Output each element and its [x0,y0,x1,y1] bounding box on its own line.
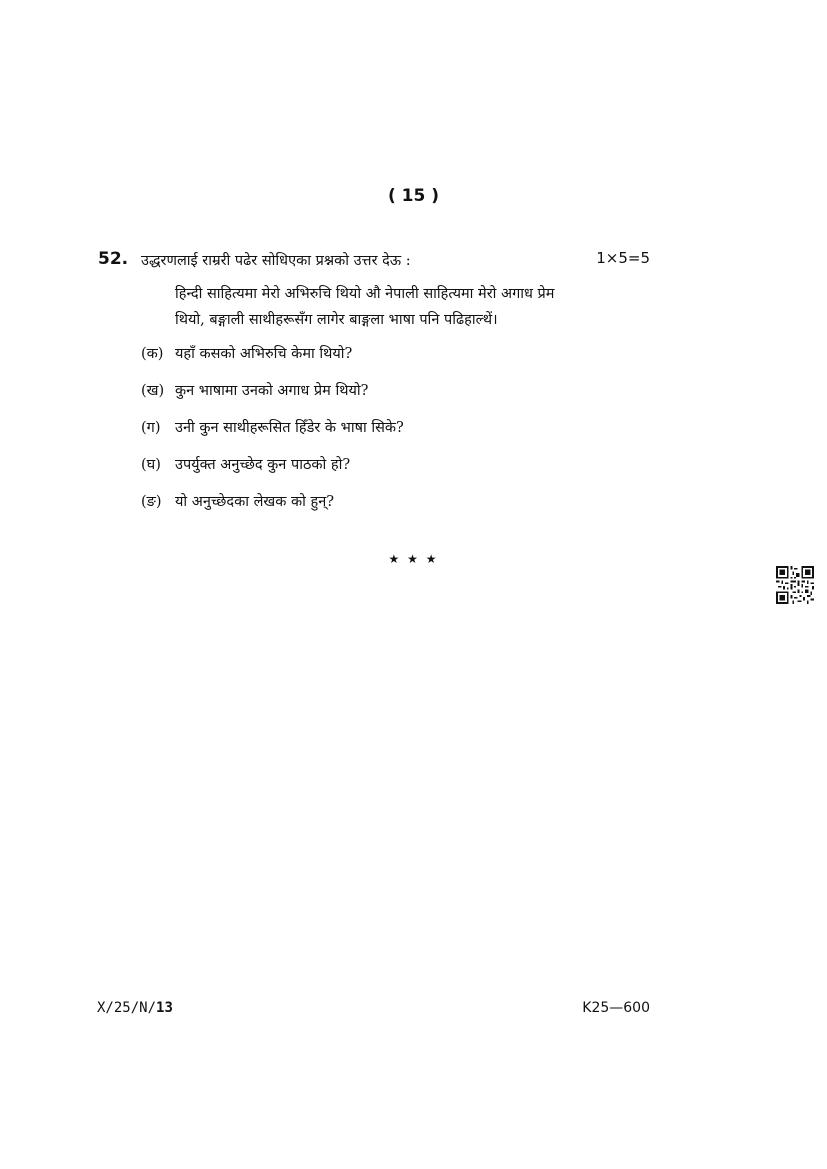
sub-question-label: (ङ) [141,494,162,510]
sub-question-text: उपर्युक्त अनुच्छेद कुन पाठको हो? [175,457,351,473]
sub-question [141,491,334,511]
sub-question-label: (ख) [141,383,165,399]
sub-question [141,380,368,400]
sub-question [141,417,404,437]
sub-question-text: कुन भाषामा उनको अगाध प्रेम थियो? [175,383,369,399]
end-stars: ★ ★ ★ [388,552,439,566]
page-number: ( 15 ) [387,186,440,206]
sub-question-text: यो अनुच्छेदका लेखक को हुन्? [175,494,335,510]
sub-question-text: यहाँ कसको अभिरुचि केमा थियो? [175,346,353,362]
footer-print-code: K25—600 [582,1000,650,1016]
passage-line: थियो, बङ्गाली साथीहरूसँग लागेर बाङ्गला भाषा पनि पढिहाल्थें। [175,312,498,328]
footer-code-page: 13 [156,1000,173,1016]
footer-exam-code [97,1000,173,1016]
passage [175,281,645,333]
sub-question [141,454,350,474]
sub-question-text: उनी कुन साथीहरूसित हिँडेर के भाषा सिके? [175,420,404,436]
question-marks: 1×5=5 [596,249,650,267]
qr-code-icon [776,566,814,604]
sub-question-label: (ग) [141,420,161,436]
sub-question-label: (क) [141,346,164,362]
question-number: 52. [98,249,129,269]
question-instruction: उद्धरणलाई राम्ररी पढेर सोधिएका प्रश्नको उत्तर देऊ : [141,253,411,269]
passage-line: हिन्दी साहित्यमा मेरो अभिरुचि थियो औ नेपाली साहित्यमा मेरो अगाध प्रेम [175,286,555,302]
sub-question [141,343,352,363]
footer-code-prefix: X/25/N/ [97,1000,157,1016]
sub-question-label: (घ) [141,457,161,473]
